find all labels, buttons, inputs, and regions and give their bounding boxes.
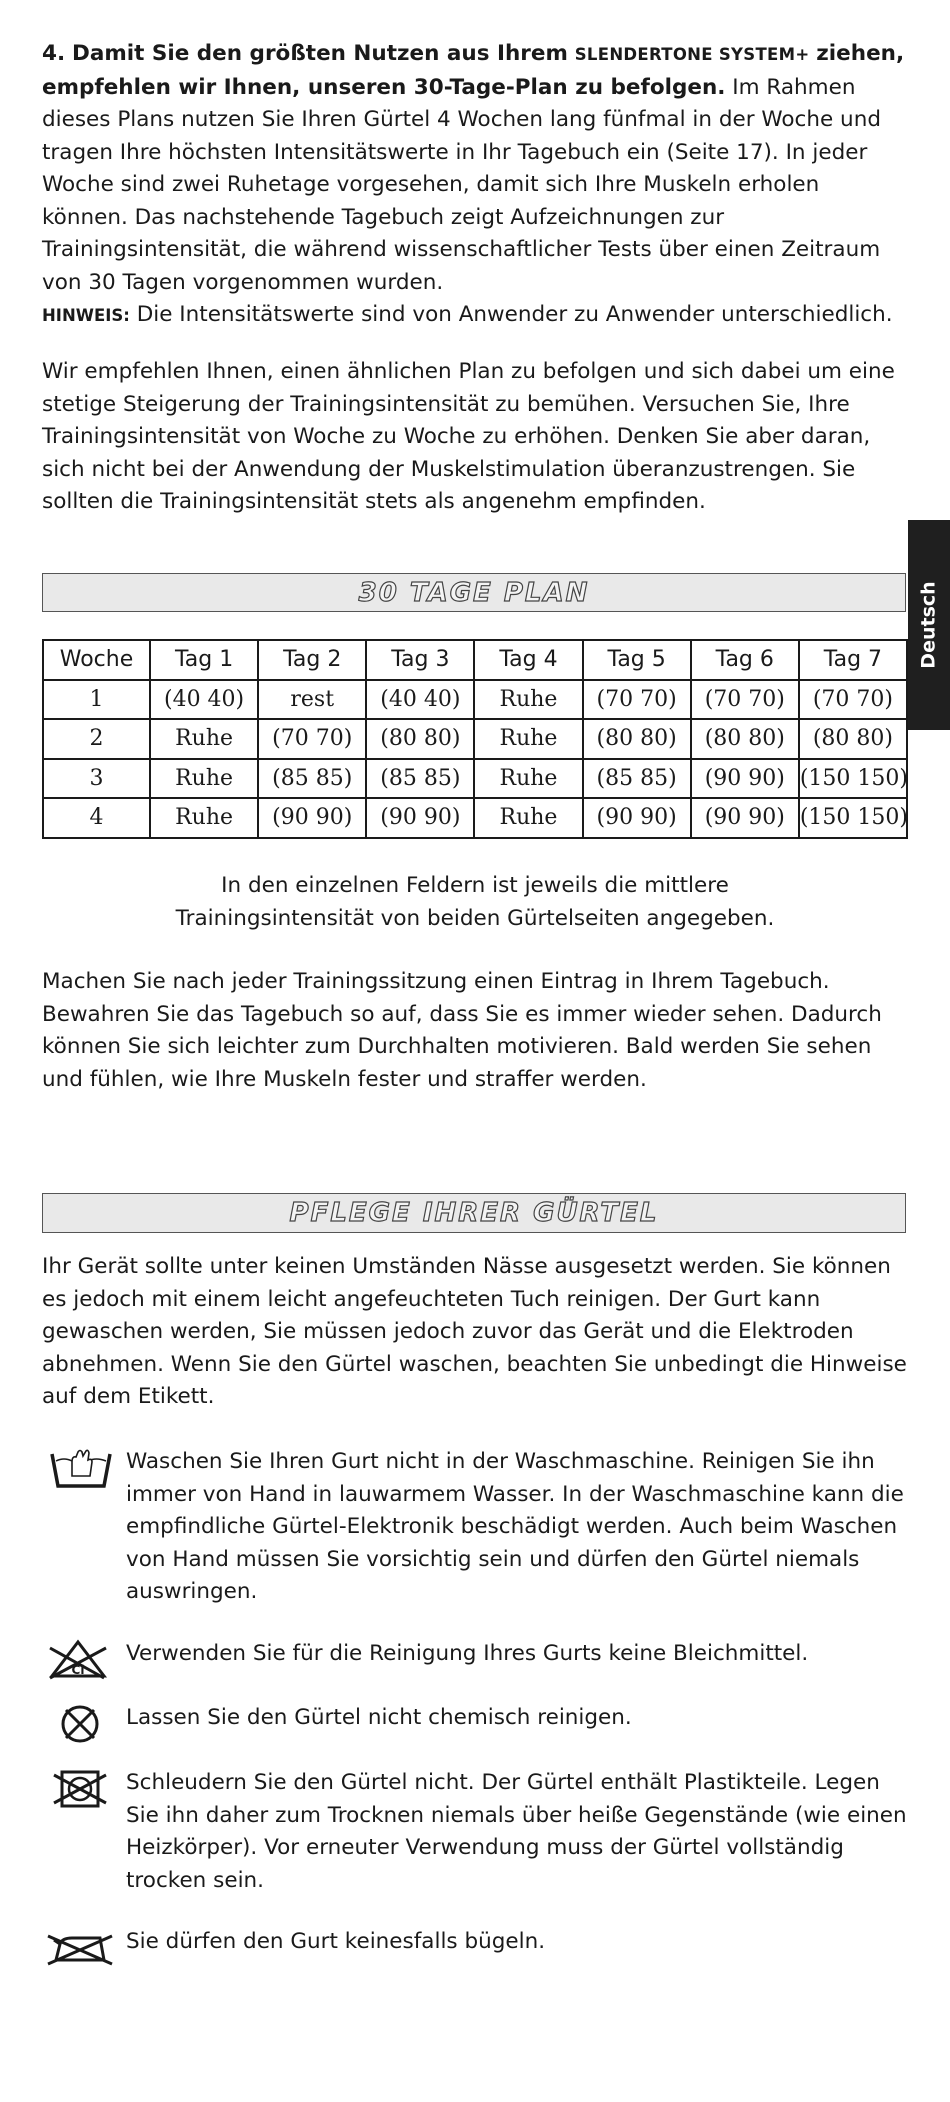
diary-section (42, 966, 908, 1096)
table-header-row (43, 640, 907, 680)
table-cell: (90 90) (366, 798, 474, 838)
intro-paragraph (42, 38, 908, 299)
table-row (43, 719, 907, 759)
plan-table (42, 639, 908, 839)
table-row (43, 798, 907, 838)
table-cell: rest (258, 680, 366, 720)
table-cell: Ruhe (150, 798, 258, 838)
table-caption (42, 870, 908, 935)
table-cell: (90 90) (691, 759, 799, 799)
recommend-section (42, 356, 908, 519)
note-text: Die Intensitätswerte sind von Anwender zu Anwender unterschiedlich. (136, 302, 893, 327)
table-cell: (80 80) (799, 719, 907, 759)
intro-lead-pre: Damit Sie den größten Nutzen aus Ihrem (71, 41, 568, 66)
table-cell: Ruhe (150, 719, 258, 759)
table-header-cell: Tag 6 (691, 640, 799, 680)
plan-heading: 30 TAGE PLAN (358, 577, 590, 608)
table-header-cell: Tag 2 (258, 640, 366, 680)
table-header-cell: Tag 3 (366, 640, 474, 680)
care-heading: PFLEGE IHRER GÜRTEL (289, 1198, 659, 1228)
table-cell: 4 (43, 798, 150, 838)
plan-heading-bar (42, 573, 906, 612)
table-header-cell: Tag 7 (799, 640, 907, 680)
table-cell: (70 70) (799, 680, 907, 720)
svg-text:Cl: Cl (71, 1663, 85, 1677)
table-header-cell: Woche (43, 640, 150, 680)
brand-name: SLENDERTONE SYSTEM+ (574, 45, 810, 64)
diary-paragraph: Machen Sie nach jeder Trainingssitzung einen Eintrag in Ihrem Tagebuch. Bewahren Sie das Tagebuch so auf, dass Sie es immer wieder sehen. Dadurch können Sie sich leichter zum Durchhalten motivieren. Bald werden Sie sehen und fühlen, wie Ihre Muskeln fester und straffer werden. (42, 969, 882, 1092)
table-header-cell: Tag 4 (474, 640, 582, 680)
language-tab (908, 520, 950, 730)
care-intro-paragraph: Ihr Gerät sollte unter keinen Umständen Nässe ausgesetzt werden. Sie können es jedoch mit einem leicht angefeuchteten Tuch reinigen. Der Gurt kann gewaschen werden, Sie müssen jedoch zuvor das Gerät und die Elektroden abnehmen. Wenn Sie den Gürtel waschen, beachten Sie unbedingt die Hinweise auf dem Etikett. (42, 1254, 907, 1409)
table-cell: (40 40) (366, 680, 474, 720)
table-cell: (85 85) (258, 759, 366, 799)
table-cell: (90 90) (258, 798, 366, 838)
no-bleach-icon (42, 1638, 120, 1682)
table-cell: 1 (43, 680, 150, 720)
table-cell: (85 85) (366, 759, 474, 799)
intro-lead-post: ziehen, empfehlen wir Ihnen, unseren 30-Tage-Plan zu befolgen. (42, 41, 905, 100)
no-tumble-dry-icon (42, 1767, 120, 1811)
table-cell: (70 70) (691, 680, 799, 720)
care-item-text: Schleudern Sie den Gürtel nicht. Der Gürtel enthält Plastikteile. Legen Sie ihn daher zum Trocknen niemals über heiße Gegenstände (wie einen Heizkörper). Vor erneuter Verwendung muss der Gürtel vollständig trocken sein. (126, 1770, 907, 1893)
table-cell: (80 80) (366, 719, 474, 759)
table-cell: Ruhe (474, 719, 582, 759)
caption-line-2: Trainingsintensität von beiden Gürtelseiten angegeben. (175, 905, 775, 931)
table-cell: (90 90) (691, 798, 799, 838)
table-header-cell: Tag 5 (583, 640, 691, 680)
table-cell: Ruhe (474, 798, 582, 838)
care-item-text: Waschen Sie Ihren Gurt nicht in der Waschmaschine. Reinigen Sie ihn immer von Hand in lauwarmem Wasser. In der Waschmaschine kann die empfindliche Gürtel-Elektronik beschädigt werden. Auch beim Waschen von Hand müssen Sie vorsichtig sein und dürfen den Gürtel niemals auswringen. (126, 1449, 904, 1604)
care-item-text: Lassen Sie den Gürtel nicht chemisch reinigen. (126, 1705, 632, 1730)
table-cell: (70 70) (583, 680, 691, 720)
no-dry-clean-icon (42, 1702, 120, 1746)
table-cell: 3 (43, 759, 150, 799)
hand-wash-icon (42, 1446, 120, 1490)
table-cell: (40 40) (150, 680, 258, 720)
table-cell: (70 70) (258, 719, 366, 759)
caption-line-1: In den einzelnen Feldern ist jeweils die mittlere (221, 873, 729, 898)
intro-body: Im Rahmen dieses Plans nutzen Sie Ihren Gürtel 4 Wochen lang fünfmal in der Woche und tragen Ihre höchsten Intensitätswerte in Ihr Tagebuch ein (Seite 17). In jeder Woche sind zwei Ruhetage vorgesehen, damit sich Ihre Muskeln erholen können. Das nachstehende Tagebuch zeigt Aufzeichnungen zur Trainingsintensität, die während wissenschaftlicher Tests über einen Zeitraum von 30 Tagen vorgenommen wurden. (42, 74, 881, 295)
table-cell: (90 90) (583, 798, 691, 838)
intro-number: 4. (42, 41, 66, 66)
language-tab-label: Deutsch (918, 581, 940, 669)
table-cell: (85 85) (583, 759, 691, 799)
table-cell: (150 150) (799, 759, 907, 799)
table-row (43, 759, 907, 799)
note-label: HINWEIS: (42, 306, 130, 325)
care-intro-section (42, 1251, 908, 1414)
note-paragraph (42, 299, 908, 333)
table-row (43, 680, 907, 720)
table-cell: Ruhe (150, 759, 258, 799)
table-cell: (80 80) (583, 719, 691, 759)
table-cell: Ruhe (474, 680, 582, 720)
table-cell: (150 150) (799, 798, 907, 838)
intro-section (42, 38, 908, 333)
table-cell: Ruhe (474, 759, 582, 799)
care-item-text: Sie dürfen den Gurt keinesfalls bügeln. (126, 1929, 546, 1954)
care-heading-bar (42, 1193, 906, 1233)
recommend-paragraph: Wir empfehlen Ihnen, einen ähnlichen Plan zu befolgen und sich dabei um eine stetige Steigerung der Trainingsintensität zu bemühen. Versuchen Sie, Ihre Trainingsintensität von Woche zu Woche zu erhöhen. Denken Sie aber daran, sich nicht bei der Anwendung der Muskelstimulation überanzustrengen. Sie sollten die Trainingsintensität stets als angenehm empfinden. (42, 359, 895, 514)
table-cell: (80 80) (691, 719, 799, 759)
care-item-text: Verwenden Sie für die Reinigung Ihres Gurts keine Bleichmittel. (126, 1641, 809, 1666)
table-cell: 2 (43, 719, 150, 759)
no-iron-icon (42, 1926, 120, 1970)
table-header-cell: Tag 1 (150, 640, 258, 680)
